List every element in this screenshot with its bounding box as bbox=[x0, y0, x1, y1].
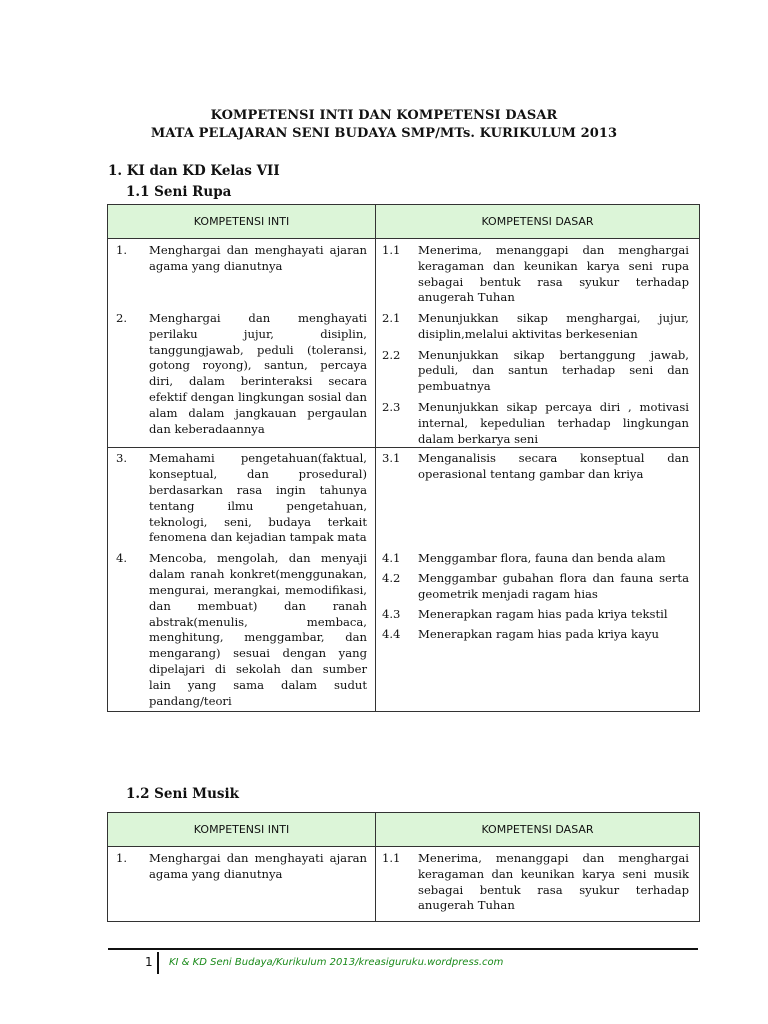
kd-cell bbox=[376, 551, 700, 712]
page-number: 1 bbox=[145, 955, 153, 969]
ki-cell bbox=[108, 311, 376, 448]
ki-text: Menghargai dan menghayati perilaku jujur, disiplin, tanggungjawab, peduli (toleransi, gotong royong), santun, percaya diri, dalam berinteraksi secara efektif dengan lingkungan sosial dan alam dalam jangkauan pergaulan dan keberadaannya bbox=[149, 311, 367, 436]
kd-number: 4.2 bbox=[382, 571, 401, 586]
ki-number: 3. bbox=[116, 451, 128, 466]
seni-musik-table bbox=[107, 812, 700, 922]
ki-text: Menghargai dan menghayati ajaran agama yang dianutnya bbox=[149, 851, 367, 881]
kd-text: Menunjukkan sikap bertanggung jawab, peduli, dan santun terhadap seni dan pembuatnya bbox=[418, 347, 689, 394]
col-header-kd: KOMPETENSI DASAR bbox=[376, 813, 700, 847]
ki-text: Mencoba, mengolah, dan menyaji dalam ranah konkret(menggunakan, mengurai, merangkai, memodifikasi, dan membuat) dan ranah abstrak(menulis, membaca, menghitung, menggambar, dan mengarang) sesuai dengan yang dipelajari di sekolah dan sumber lain yang sama dalam sudut pandang/teori bbox=[149, 551, 367, 708]
kd-number: 1.1 bbox=[382, 851, 401, 865]
kd-number: 4.1 bbox=[382, 551, 401, 566]
kd-text: Menggambar flora, fauna dan benda alam bbox=[418, 551, 666, 566]
subsection-heading-seni-musik: 1.2 Seni Musik bbox=[126, 786, 240, 802]
table-header-row bbox=[108, 205, 700, 239]
ki-cell bbox=[108, 551, 376, 712]
kd-text: Menerima, menanggapi dan menghargai keragaman dan keunikan karya seni musik sebagai bentuk rasa syukur terhadap anugerah Tuhan bbox=[418, 851, 689, 913]
footer-divider bbox=[108, 948, 698, 950]
ki-cell bbox=[108, 239, 376, 312]
table-row bbox=[108, 847, 700, 922]
col-header-kd: KOMPETENSI DASAR bbox=[376, 205, 700, 239]
col-header-ki: KOMPETENSI INTI bbox=[108, 813, 376, 847]
ki-number: 2. bbox=[116, 311, 128, 325]
kd-text: Menerima, menanggapi dan menghargai keragaman dan keunikan karya seni rupa sebagai bentuk rasa syukur terhadap anugerah Tuhan bbox=[418, 243, 689, 305]
table-row bbox=[108, 239, 700, 312]
footer-text: KI & KD Seni Budaya/Kurikulum 2013/kreasiguruku.wordpress.com bbox=[169, 957, 504, 968]
ki-number: 1. bbox=[116, 243, 128, 257]
ki-text: Menghargai dan menghayati ajaran agama yang dianutnya bbox=[149, 243, 367, 273]
kd-number: 2.2 bbox=[382, 347, 401, 362]
kd-number: 2.1 bbox=[382, 311, 401, 325]
kd-text: Menunjukkan sikap menghargai, jujur, disiplin,melalui aktivitas berkesenian bbox=[418, 311, 689, 341]
table-header-row bbox=[108, 813, 700, 847]
kd-number: 4.4 bbox=[382, 626, 401, 641]
kd-text: Menerapkan ragam hias pada kriya tekstil bbox=[418, 606, 668, 621]
kd-cell bbox=[376, 448, 700, 552]
ki-cell bbox=[108, 847, 376, 922]
seni-rupa-table bbox=[107, 204, 700, 712]
table-row bbox=[108, 448, 700, 552]
kd-number: 1.1 bbox=[382, 243, 401, 257]
kd-number: 2.3 bbox=[382, 399, 401, 414]
kd-text: Menggambar gubahan flora dan fauna serta geometrik menjadi ragam hias bbox=[418, 571, 689, 601]
kd-text: Menunjukkan sikap percaya diri , motivasi internal, kepedulian terhadap lingkungan dalam berkarya seni bbox=[418, 399, 689, 446]
ki-number: 4. bbox=[116, 551, 128, 566]
kd-text: Menerapkan ragam hias pada kriya kayu bbox=[418, 626, 659, 641]
subsection-heading-seni-rupa: 1.1 Seni Rupa bbox=[126, 184, 232, 200]
table-row bbox=[108, 311, 700, 448]
section-heading-kelas-vii: 1. KI dan KD Kelas VII bbox=[108, 163, 280, 179]
col-header-ki: KOMPETENSI INTI bbox=[108, 205, 376, 239]
kd-cell bbox=[376, 311, 700, 448]
ki-number: 1. bbox=[116, 851, 128, 865]
ki-text: Memahami pengetahuan(faktual, konseptual, dan prosedural) berdasarkan rasa ingin tahunya tentang ilmu pengetahuan, teknologi, seni, budaya terkait fenomena dan kejadian tampak mata bbox=[149, 451, 367, 545]
table-row bbox=[108, 551, 700, 712]
kd-cell bbox=[376, 239, 700, 312]
kd-number: 3.1 bbox=[382, 451, 401, 466]
kd-number: 4.3 bbox=[382, 606, 401, 621]
kd-cell bbox=[376, 847, 700, 922]
footer-separator bbox=[157, 952, 159, 974]
doc-title-line2: MATA PELAJARAN SENI BUDAYA SMP/MTs. KURIKULUM 2013 bbox=[150, 126, 618, 141]
doc-title-line1: KOMPETENSI INTI DAN KOMPETENSI DASAR bbox=[210, 108, 558, 123]
ki-cell bbox=[108, 448, 376, 552]
kd-text: Menganalisis secara konseptual dan operasional tentang gambar dan kriya bbox=[418, 451, 689, 482]
